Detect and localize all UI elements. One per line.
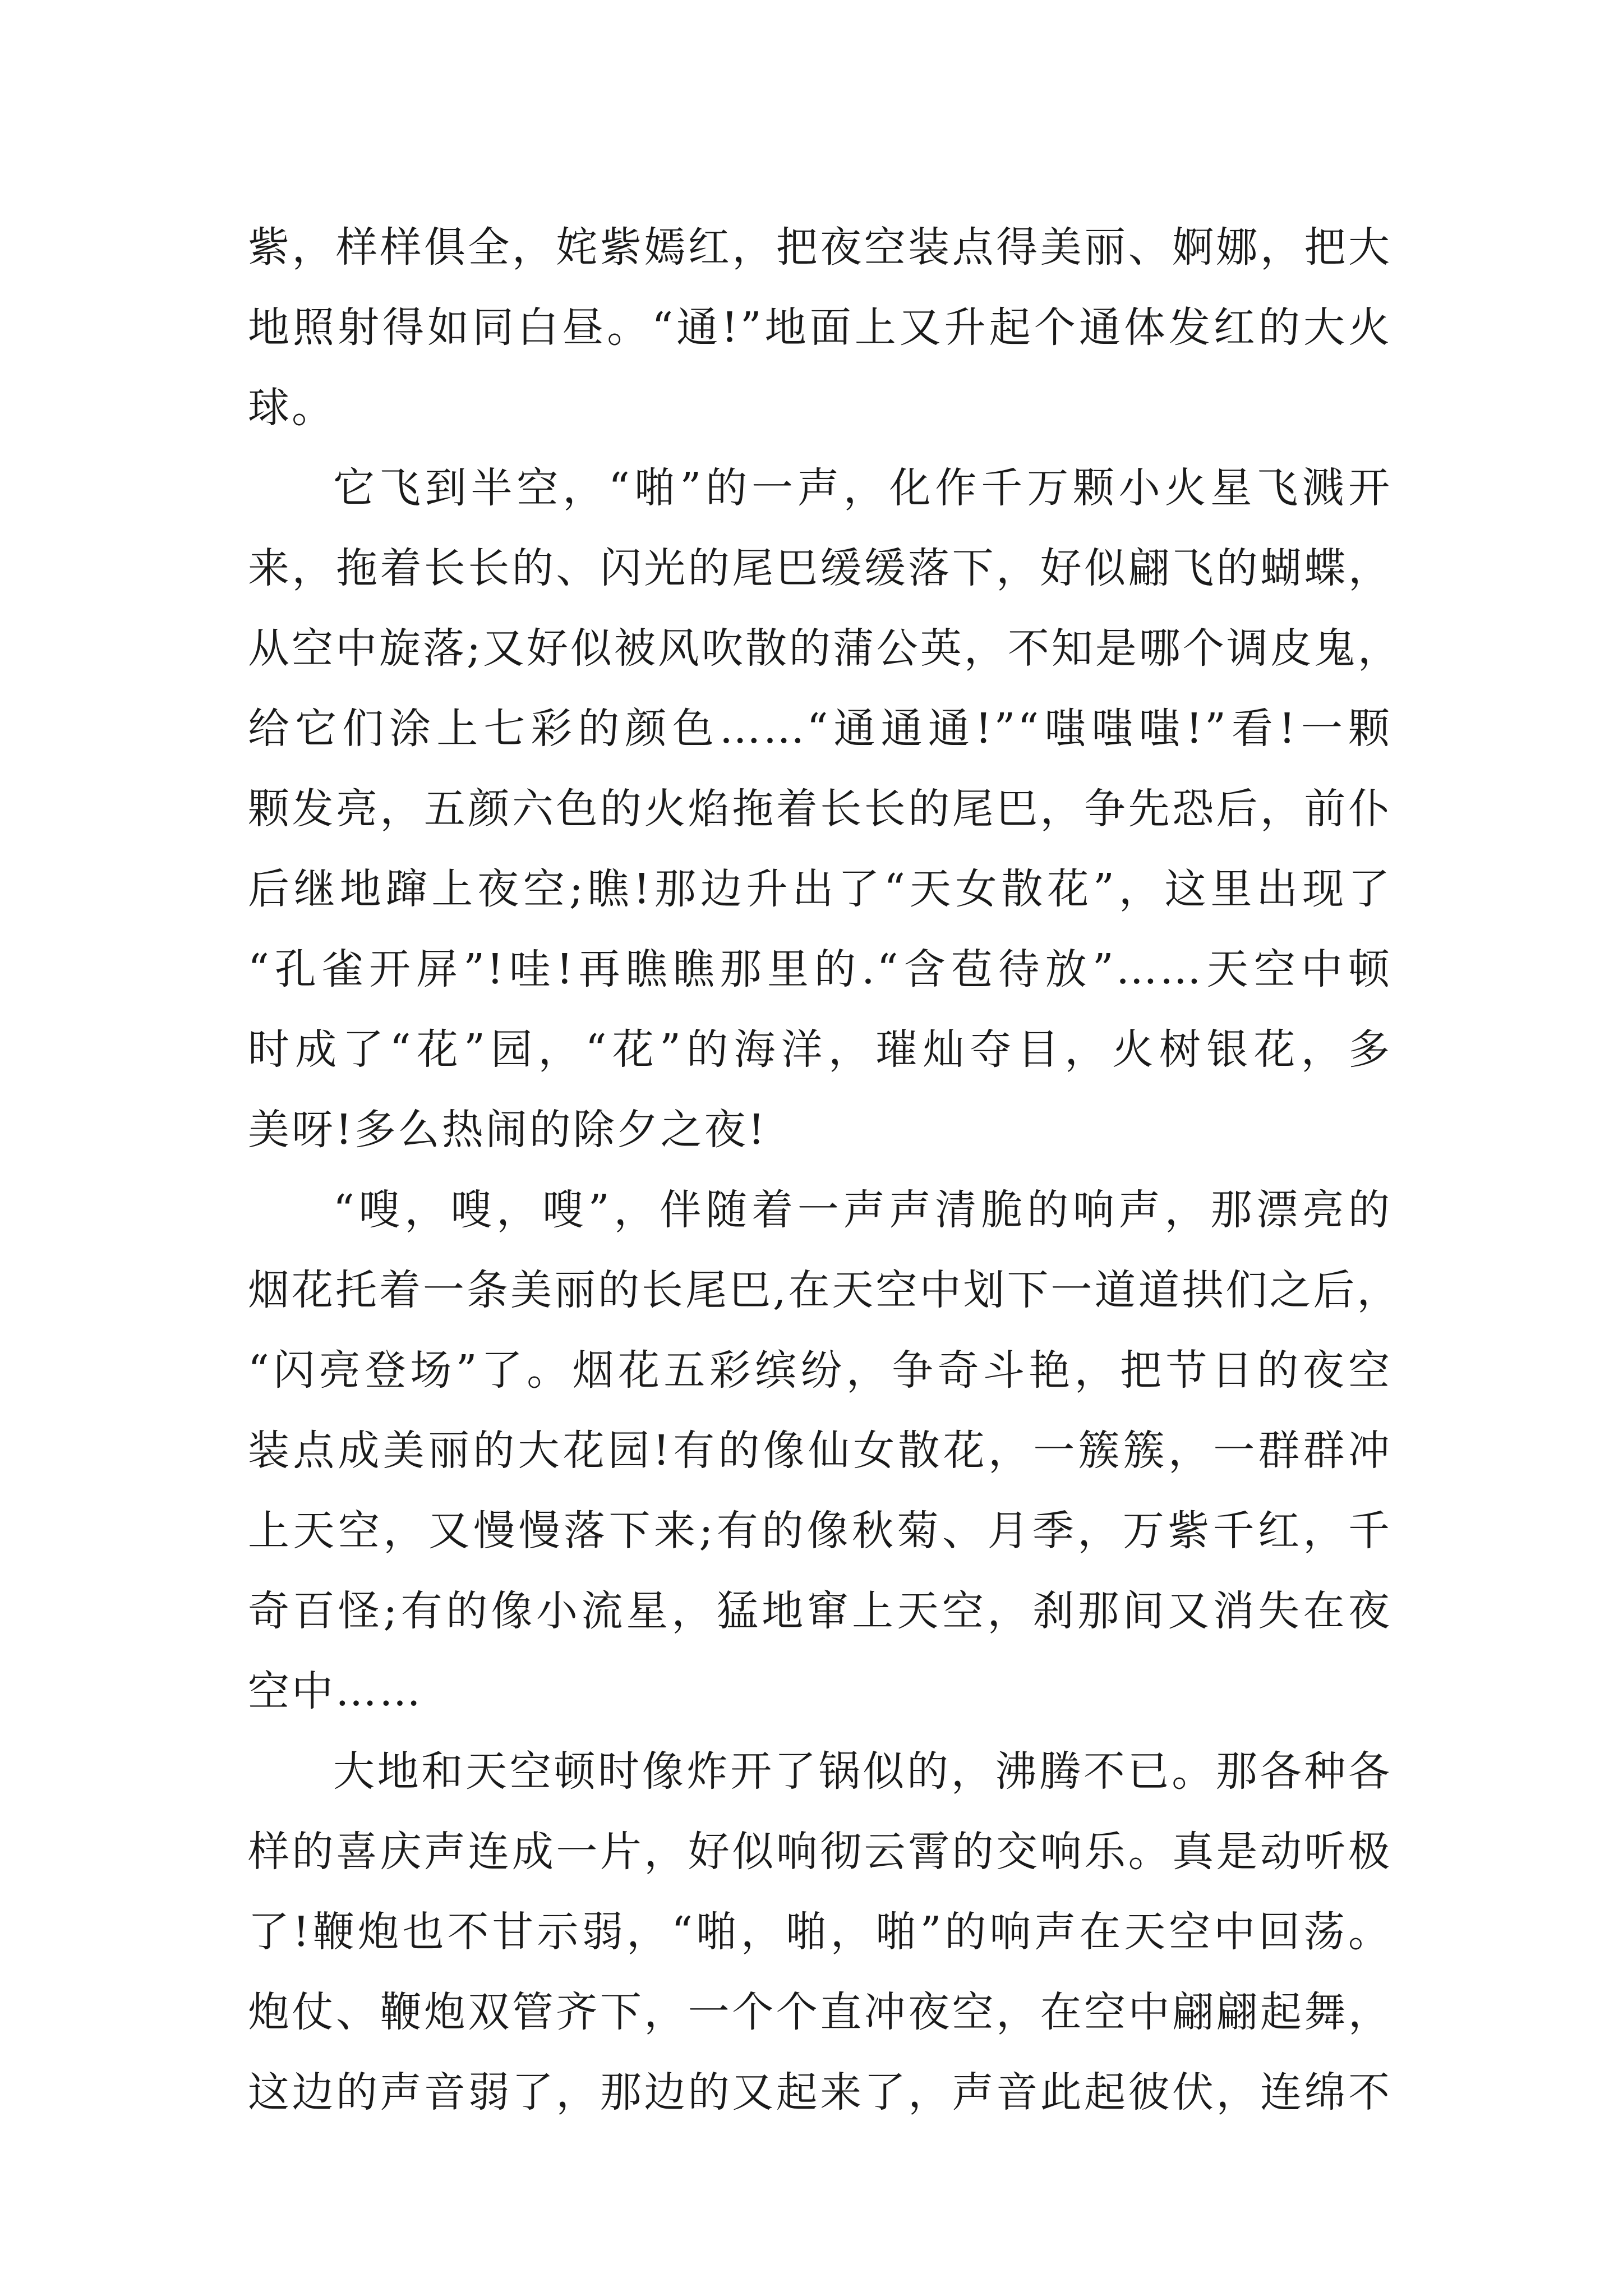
text-line: “孔雀开屏”!哇!再瞧瞧那里的.“含苞待放”……天空中顿 xyxy=(248,945,1392,993)
text-line: “闪亮登场”了。烟花五彩缤纷，争奇斗艳，把节日的夜空 xyxy=(248,1346,1392,1395)
text-line: 给它们涂上七彩的颜色……“通通通!”“嗤嗤嗤!”看!一颗 xyxy=(248,705,1392,753)
text-line: 装点成美丽的大花园!有的像仙女散花，一簇簇，一群群冲 xyxy=(248,1427,1392,1475)
body-text xyxy=(248,208,1401,2133)
text-line: 炮仗、鞭炮双管齐下，一个个直冲夜空，在空中翩翩起舞， xyxy=(248,1988,1392,2036)
text-line: 了!鞭炮也不甘示弱，“啪，啪，啪”的响声在天空中回荡。 xyxy=(248,1908,1392,1956)
text-line: 后继地蹿上夜空;瞧!那边升出了“天女散花”，这里出现了 xyxy=(248,865,1392,913)
text-line: 它飞到半空，“啪”的一声，化作千万颗小火星飞溅开 xyxy=(333,464,1392,512)
text-line: 来，拖着长长的、闪光的尾巴缓缓落下，好似翩飞的蝴蝶， xyxy=(248,544,1392,592)
text-line: 地照射得如同白昼。“通!”地面上又升起个通体发红的大火 xyxy=(248,303,1392,352)
text-line: 奇百怪;有的像小流星，猛地窜上天空，刹那间又消失在夜 xyxy=(248,1587,1392,1635)
text-line: 从空中旋落;又好似被风吹散的蒲公英，不知是哪个调皮鬼， xyxy=(248,624,1401,673)
text-line: 这边的声音弱了，那边的又起来了，声音此起彼伏，连绵不 xyxy=(248,2068,1392,2116)
text-line: 时成了“花”园，“花”的海洋，璀灿夺目，火树银花，多 xyxy=(248,1025,1392,1074)
text-line: 紫，样样俱全，姹紫嫣红，把夜空装点得美丽、婀娜，把大 xyxy=(248,223,1392,272)
text-line: 空中…… xyxy=(248,1667,423,1715)
text-line: 球。 xyxy=(248,384,335,432)
text-line: “嗖，嗖，嗖”，伴随着一声声清脆的响声，那漂亮的 xyxy=(333,1186,1392,1234)
text-line: 颗发亮，五颜六色的火焰拖着长长的尾巴，争先恐后，前仆 xyxy=(248,785,1392,833)
text-line: 大地和天空顿时像炸开了锅似的，沸腾不已。那各种各 xyxy=(333,1747,1392,1796)
text-line: 上天空，又慢慢落下来;有的像秋菊、月季，万紫千红，千 xyxy=(248,1507,1392,1555)
text-line: 样的喜庆声连成一片，好似响彻云霄的交响乐。真是动听极 xyxy=(248,1828,1392,1876)
text-line: 美呀!多么热闹的除夕之夜! xyxy=(248,1106,767,1154)
text-line: 烟花托着一条美丽的长尾巴,在天空中划下一道道拱们之后， xyxy=(248,1266,1401,1314)
